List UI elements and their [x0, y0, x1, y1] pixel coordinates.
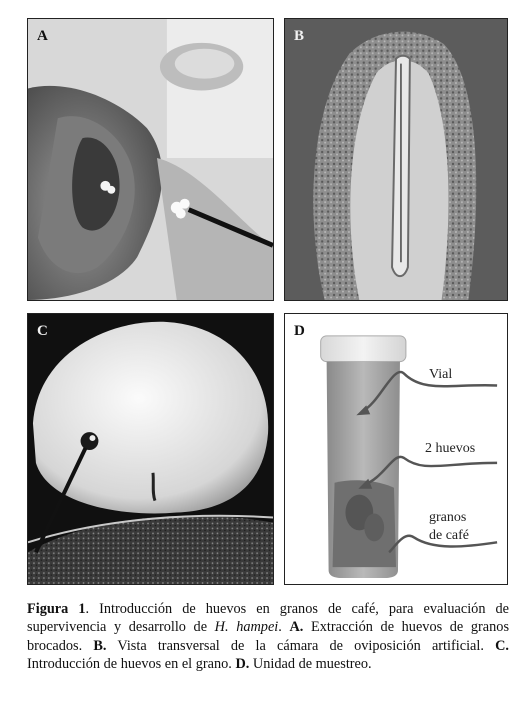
panel-d-label: D [294, 323, 305, 339]
caption-intro: . Introducción de huevos en granos de café, para evaluación de supervivencia y desarrollo de [27, 601, 509, 636]
panel-a-photo [27, 18, 274, 301]
caption-c-label: C. [495, 637, 510, 654]
caption-b-text: Vista transversal de la cámara de oviposición artificial. [106, 637, 496, 654]
caption-a-label: A. [289, 619, 304, 636]
annotation-grains-line1: granos [429, 510, 467, 525]
oviposition-chamber-image [285, 19, 507, 300]
caption-d-text: Unidad de muestreo. [249, 656, 372, 673]
panel-b-label: B [294, 28, 305, 44]
annotation-eggs: 2 huevos [425, 441, 476, 456]
caption-after-species: . [278, 619, 290, 636]
egg-introduction-image [28, 314, 273, 584]
panel-d-photo [284, 313, 508, 585]
caption-c-text: Introducción de huevos en el grano. [27, 656, 236, 673]
annotation-vial: Vial [429, 367, 453, 382]
annotation-grains-line2: de café [429, 528, 470, 543]
panel-a-label: A [37, 28, 48, 44]
panel-c-photo [27, 313, 274, 585]
panel-b-photo [284, 18, 508, 301]
species-name: H. hampei [214, 619, 279, 636]
panel-c-label: C [37, 323, 48, 339]
egg-extraction-image [28, 19, 273, 300]
caption-b-label: B. [93, 637, 107, 654]
caption-a-text: Extracción de huevos de granos brocados. [27, 619, 510, 654]
figure-label: Figura 1 [27, 601, 86, 617]
caption-d-label: D. [235, 656, 250, 673]
figure-caption [27, 600, 509, 674]
